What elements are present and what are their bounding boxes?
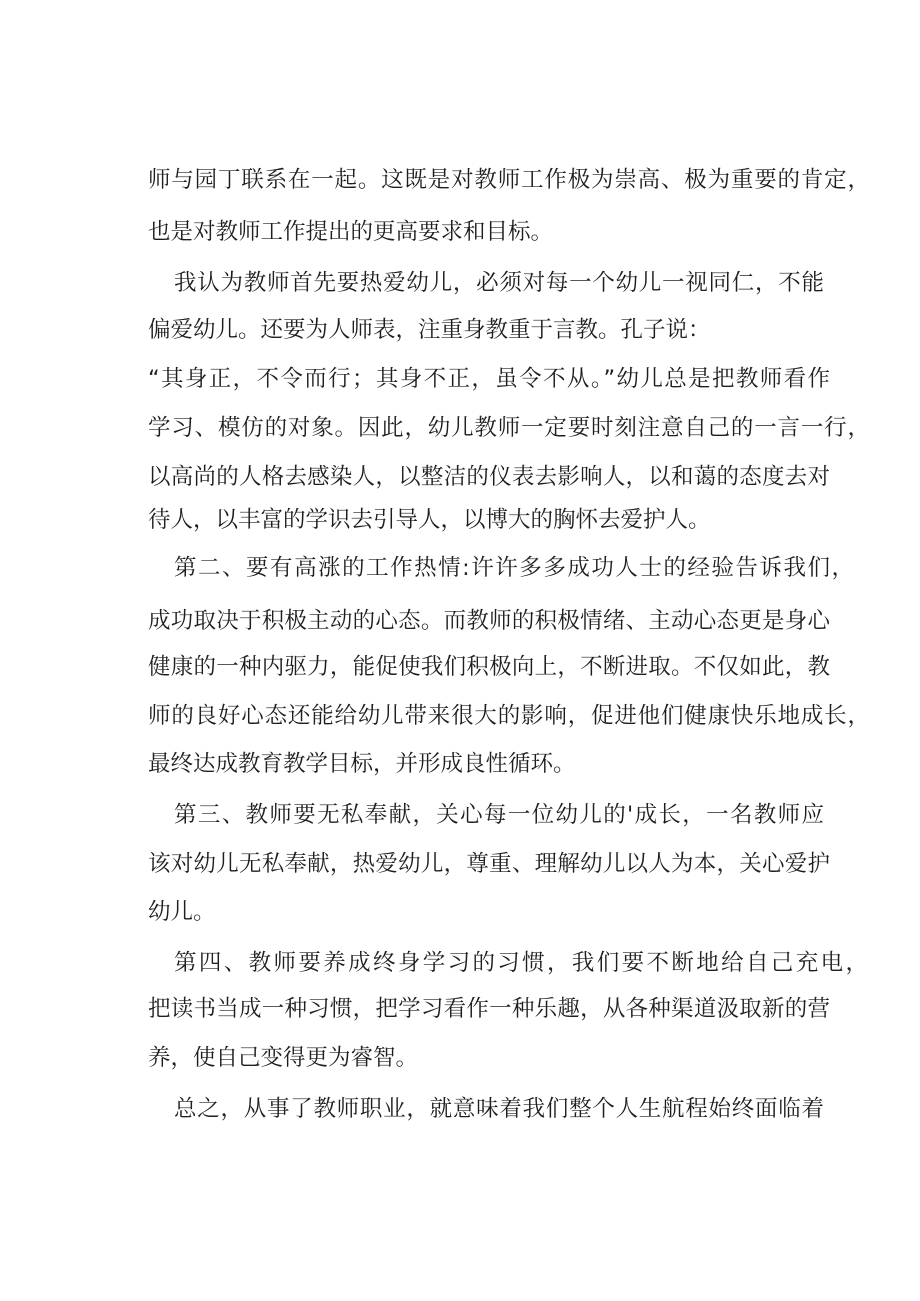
text-line: 养，使自己变得更为睿智。: [148, 1045, 419, 1071]
text-line: 学习、模仿的对象。因此，幼儿教师一定要时刻注意自己的一言一行，: [148, 415, 870, 441]
text-line: 成功取决于积极主动的心态。而教师的积极情绪、主动心态更是身心: [148, 608, 830, 634]
text-line: 也是对教师工作提出的更高要求和目标。: [148, 219, 554, 245]
text-line: 健康的一种内驱力，能促使我们积极向上，不断进取。不仅如此，教: [148, 654, 830, 680]
text-line: 把读书当成一种习惯，把学习看作一种乐趣，从各种渠道汲取新的营: [148, 996, 830, 1022]
text-line: “其身正，不令而行；其身不正，虽令不从。”幼儿总是把教师看作: [148, 366, 830, 392]
text-line: 师的良好心态还能给幼儿带来很大的影响，促进他们健康快乐地成长，: [148, 703, 870, 729]
paragraph-start-line: 第二、要有高涨的工作热情:许许多多成功人士的经验告诉我们，: [174, 555, 854, 581]
paragraph-start-line: 我认为教师首先要热爱幼儿，必须对每一个幼儿一视同仁，不能: [174, 270, 824, 296]
text-line: 幼儿。: [148, 899, 216, 925]
text-line: 该对幼儿无私奉献，热爱幼儿，尊重、理解幼儿以人为本，关心爱护: [148, 851, 830, 877]
paragraph-start-line: 总之，从事了教师职业，就意味着我们整个人生航程始终面临着: [174, 1096, 824, 1122]
paragraph-start-line: 第四、教师要养成终身学习的习惯，我们要不断地给自己充电，: [174, 950, 868, 976]
text-line: 待人，以丰富的学识去引导人，以博大的胸怀去爱护人。: [148, 507, 711, 533]
text-line: 最终达成教育教学目标，并形成良性循环。: [148, 751, 576, 777]
text-line: 偏爱幼儿。还要为人师表，注重身教重于言教。孔子说：: [148, 317, 711, 343]
paragraph-start-line: 第三、教师要无私奉献，关心每一位幼儿的'成长，一名教师应: [174, 802, 824, 828]
text-line: 以高尚的人格去感染人，以整洁的仪表去影响人，以和蔼的态度去对: [148, 464, 830, 490]
text-line: 师与园丁联系在一起。这既是对教师工作极为崇高、极为重要的肯定，: [148, 167, 870, 193]
